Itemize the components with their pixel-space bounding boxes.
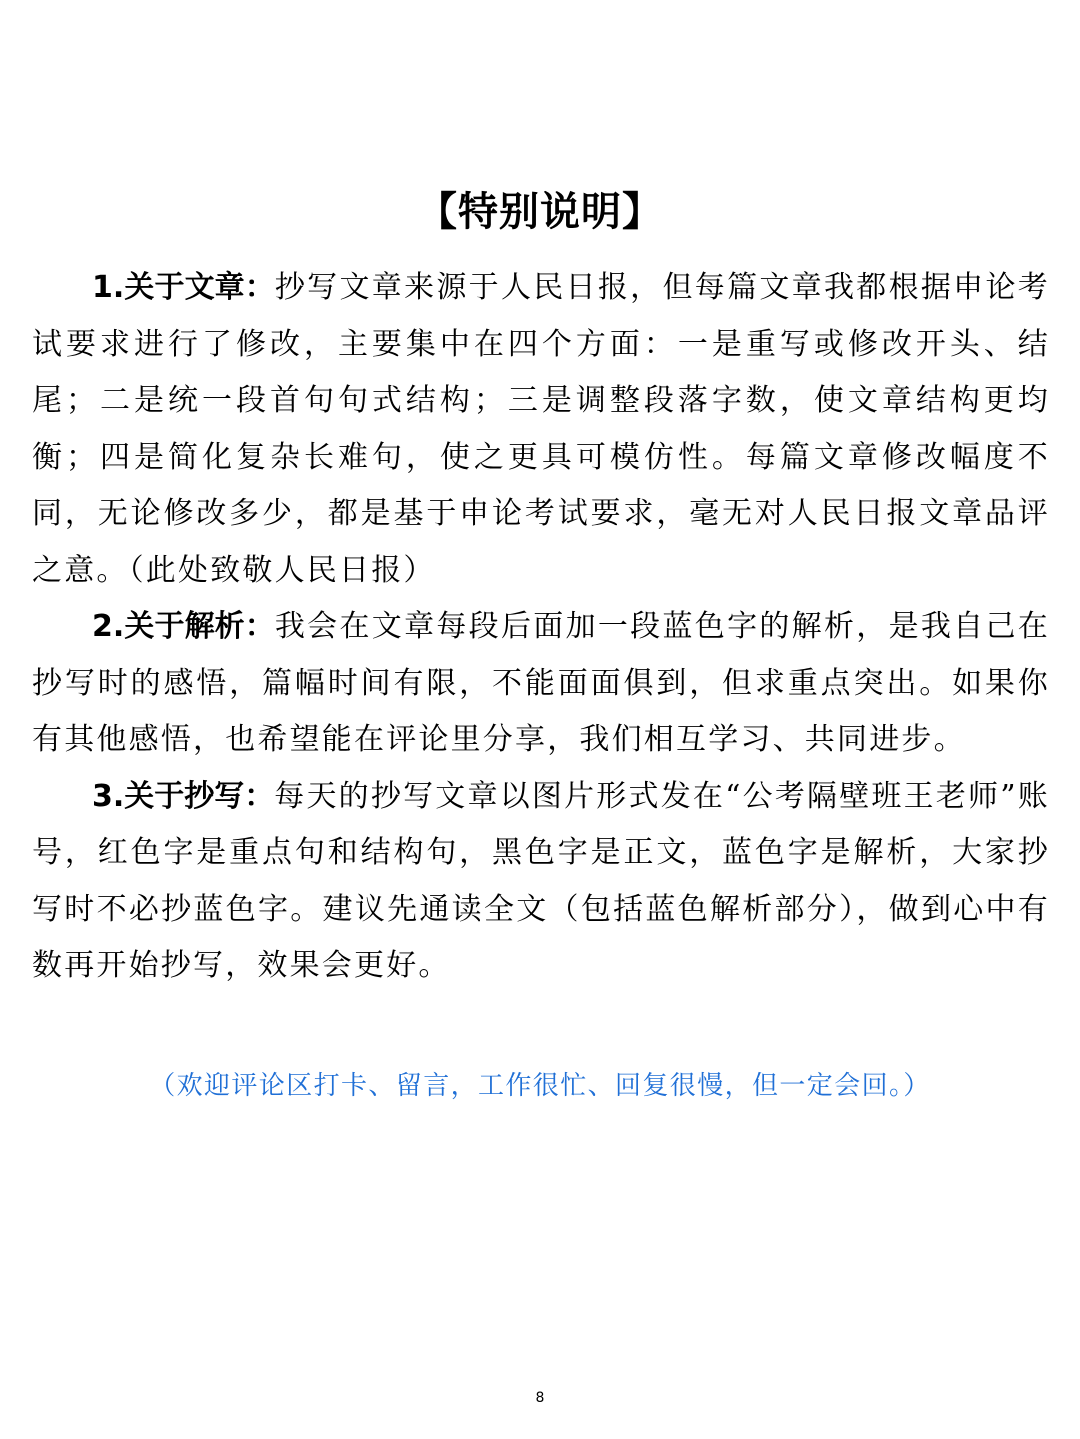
section-article <box>32 260 1050 599</box>
section-analysis <box>32 599 1050 769</box>
section-heading: 2.关于解析： <box>92 609 275 644</box>
section-body: 我会在文章每段后面加一段蓝色字的解析，是我自己在抄写时的感悟，篇幅时间有限，不能面面俱到，但求重点突出。如果你有其他感悟，也希望能在评论里分享，我们相互学习、共同进步。 <box>32 609 1050 757</box>
section-copying <box>32 769 1050 995</box>
section-heading: 1.关于文章： <box>92 270 275 305</box>
section-body: 每天的抄写文章以图片形式发在“公考隔壁班王老师”账号，红色字是重点句和结构句，黑色字是正文，蓝色字是解析，大家抄写时不必抄蓝色字。建议先通读全文（包括蓝色解析部分），做到心中有数再开始抄写，效果会更好。 <box>32 778 1050 983</box>
section-body: 抄写文章来源于人民日报，但每篇文章我都根据申论考试要求进行了修改，主要集中在四个方面：一是重写或修改开头、结尾；二是统一段首句句式结构；三是调整段落字数，使文章结构更均衡；四是简化复杂长难句，使之更具可模仿性。每篇文章修改幅度不同，无论修改多少，都是基于申论考试要求，毫无对人民日报文章品评之意。（此处致敬人民日报） <box>32 270 1050 588</box>
page-title: 【特别说明】 <box>417 189 663 235</box>
document-body <box>32 260 1050 995</box>
page-number: 8 <box>535 1390 545 1406</box>
comment-note: （欢迎评论区打卡、留言，工作很忙、回复很慢，但一定会回。） <box>149 1071 931 1101</box>
section-heading: 3.关于抄写： <box>92 778 275 814</box>
